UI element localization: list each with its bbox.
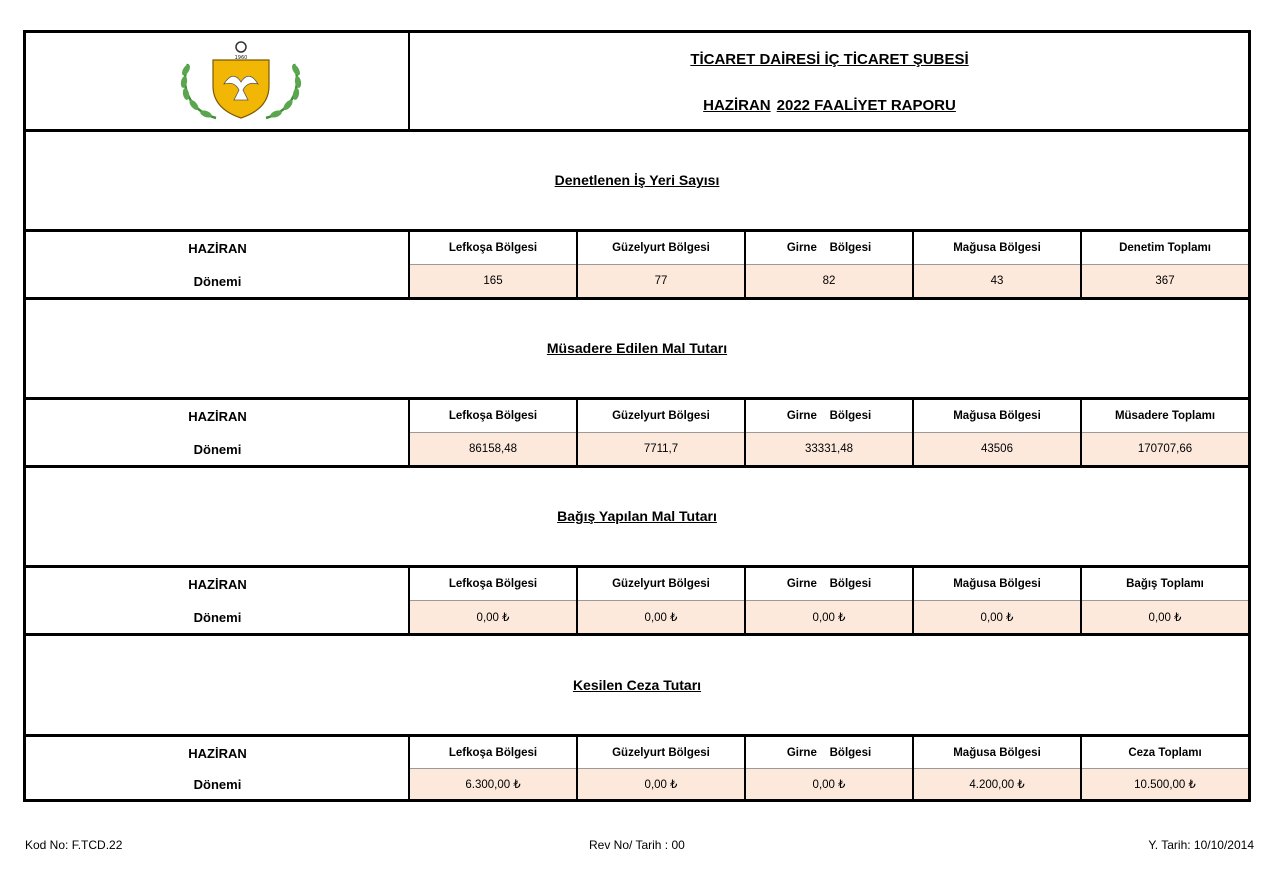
column-header: Lefkoşa Bölgesi [448, 746, 538, 759]
period-label: Dönemi [193, 441, 242, 457]
value-cell: 43506 [914, 432, 1080, 465]
emblem-cell [26, 33, 409, 129]
value-cell: 0,00 ₺ [578, 600, 744, 633]
column-header: Lefkoşa Bölgesi [448, 242, 538, 254]
footer-date: Y. Tarih: 10/10/2014 [1148, 838, 1254, 852]
value-cell: 82 [746, 264, 912, 297]
footer-code: Kod No: F.TCD.22 [25, 838, 123, 852]
value-cell: 165 [410, 264, 576, 297]
value-cell: 10.500,00 ₺ [1082, 768, 1248, 799]
section-title-fines: Kesilen Ceza Tutarı [572, 676, 702, 693]
column-header: Lefkoşa Bölgesi [448, 410, 538, 422]
period-month: HAZİRAN [188, 240, 247, 256]
value-cell: 367 [1082, 264, 1248, 297]
report-title-rest: 2022 FAALİYET RAPORU [776, 96, 956, 114]
value-cell: 0,00 ₺ [410, 600, 576, 633]
section-title-inspections: Denetlenen İş Yeri Sayısı [554, 172, 720, 188]
column-header: Girne Bölgesi [786, 410, 872, 422]
period-label: Dönemi [193, 273, 242, 289]
footer-revision: Rev No/ Tarih : 00 [589, 838, 685, 852]
report-title [411, 81, 1248, 129]
value-cell: 43 [914, 264, 1080, 297]
column-header: Denetim Toplamı [1119, 242, 1211, 254]
value-cell: 4.200,00 ₺ [914, 768, 1080, 799]
period-label: Dönemi [193, 776, 242, 792]
value-cell: 33331,48 [746, 432, 912, 465]
value-cell: 0,00 ₺ [1082, 600, 1248, 633]
column-header: Ceza Toplamı [1128, 746, 1202, 759]
column-header: Bağış Toplamı [1126, 578, 1204, 590]
column-header: Lefkoşa Bölgesi [448, 578, 538, 590]
column-header: Mağusa Bölgesi [953, 578, 1041, 590]
column-header: Mağusa Bölgesi [953, 746, 1041, 759]
period-month: HAZİRAN [188, 745, 247, 761]
period-month: HAZİRAN [188, 408, 247, 424]
value-cell: 170707,66 [1082, 432, 1248, 465]
value-cell: 7711,7 [578, 432, 744, 465]
report-frame [23, 30, 1251, 802]
section-title-donations: Bağış Yapılan Mal Tutarı [557, 508, 717, 524]
column-header: Müsadere Toplamı [1114, 410, 1216, 422]
column-header: Mağusa Bölgesi [953, 410, 1041, 422]
department-title: TİCARET DAİRESİ İÇ TİCARET ŞUBESİ [690, 50, 969, 68]
section-title-confiscated: Müsadere Edilen Mal Tutarı [546, 340, 728, 356]
column-header: Girne Bölgesi [786, 746, 872, 759]
value-cell: 0,00 ₺ [746, 768, 912, 799]
value-cell: 77 [578, 264, 744, 297]
value-cell: 0,00 ₺ [578, 768, 744, 799]
value-cell: 0,00 ₺ [914, 600, 1080, 633]
value-cell: 0,00 ₺ [746, 600, 912, 633]
value-cell: 86158,48 [410, 432, 576, 465]
column-header: Girne Bölgesi [786, 242, 872, 254]
column-header: Mağusa Bölgesi [953, 242, 1041, 254]
column-header: Güzelyurt Bölgesi [612, 578, 710, 590]
period-month: HAZİRAN [188, 576, 247, 592]
cyprus-emblem-icon [176, 38, 306, 124]
report-month: HAZİRAN [703, 96, 771, 114]
column-header: Güzelyurt Bölgesi [612, 242, 710, 254]
column-header: Güzelyurt Bölgesi [612, 746, 710, 759]
svg-text:1960: 1960 [234, 55, 248, 61]
column-header: Güzelyurt Bölgesi [612, 410, 710, 422]
period-label: Dönemi [193, 609, 242, 625]
column-header: Girne Bölgesi [786, 578, 872, 590]
value-cell: 6.300,00 ₺ [410, 768, 576, 799]
